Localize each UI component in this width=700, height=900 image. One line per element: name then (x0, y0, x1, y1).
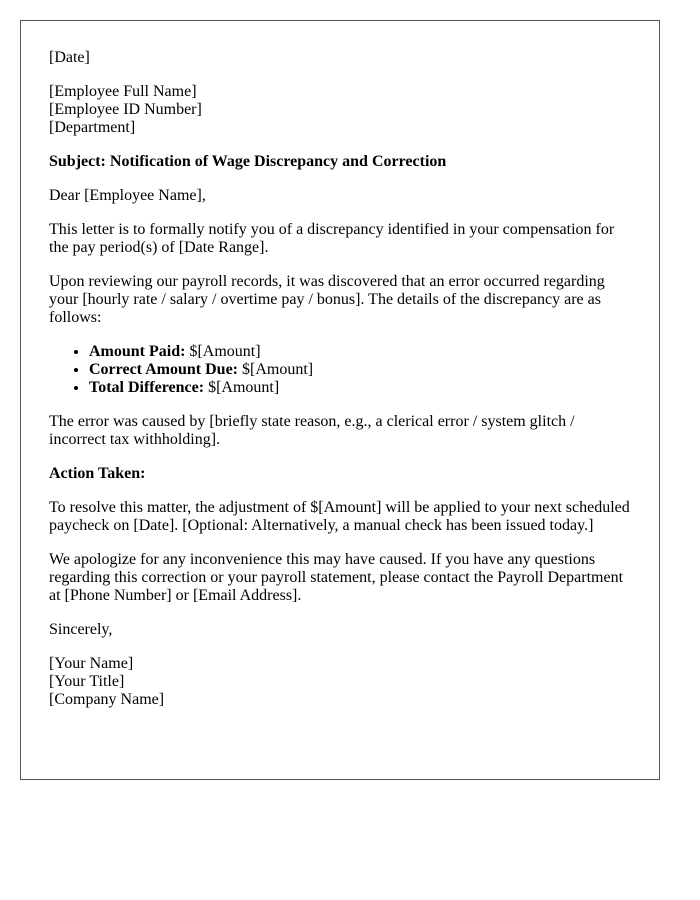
apology-paragraph: We apologize for any inconvenience this may have caused. If you have any questions regarding this correction or your payroll statement, please contact the Payroll Department at [Phone Number] or [Email Address]. (49, 551, 624, 604)
letter-page (20, 20, 660, 780)
intro-paragraph: This letter is to formally notify you of a discrepancy identified in your compensation for the pay period(s) of [Date Range]. (49, 221, 615, 256)
recipient-id: [Employee ID Number] (49, 101, 202, 118)
sender-name: [Your Name] (49, 655, 134, 672)
letter-date: [Date] (49, 49, 90, 66)
action-paragraph: To resolve this matter, the adjustment of $[Amount] will be applied to your next scheduled paycheck on [Date]. [Optional: Alternatively, a manual check has been issued today.] (49, 499, 630, 534)
recipient-department: [Department] (49, 119, 136, 136)
sender-block (49, 655, 631, 709)
letter-closing: Sincerely, (49, 621, 113, 638)
detail-correct-amount (89, 361, 631, 379)
detail-value: $[Amount] (204, 379, 280, 396)
detail-label: Correct Amount Due: (89, 361, 239, 378)
detail-label: Total Difference: (89, 379, 205, 396)
detail-total-difference (89, 379, 631, 397)
letter-salutation: Dear [Employee Name], (49, 187, 206, 204)
detail-value: $[Amount] (185, 343, 261, 360)
detail-amount-paid (89, 343, 631, 361)
cause-paragraph: The error was caused by [briefly state reason, e.g., a clerical error / system glitch / incorrect tax withholding]. (49, 413, 575, 448)
review-paragraph: Upon reviewing our payroll records, it was discovered that an error occurred regarding your [hourly rate / salary / overtime pay / bonus]. The details of the discrepancy are as follows: (49, 273, 605, 326)
discrepancy-details-list (49, 343, 631, 397)
sender-company: [Company Name] (49, 691, 165, 708)
detail-label: Amount Paid: (89, 343, 186, 360)
sender-title: [Your Title] (49, 673, 125, 690)
letter-subject: Subject: Notification of Wage Discrepancy and Correction (49, 153, 447, 170)
detail-value: $[Amount] (238, 361, 314, 378)
recipient-block (49, 83, 631, 137)
action-heading: Action Taken: (49, 465, 146, 482)
recipient-name: [Employee Full Name] (49, 83, 197, 100)
